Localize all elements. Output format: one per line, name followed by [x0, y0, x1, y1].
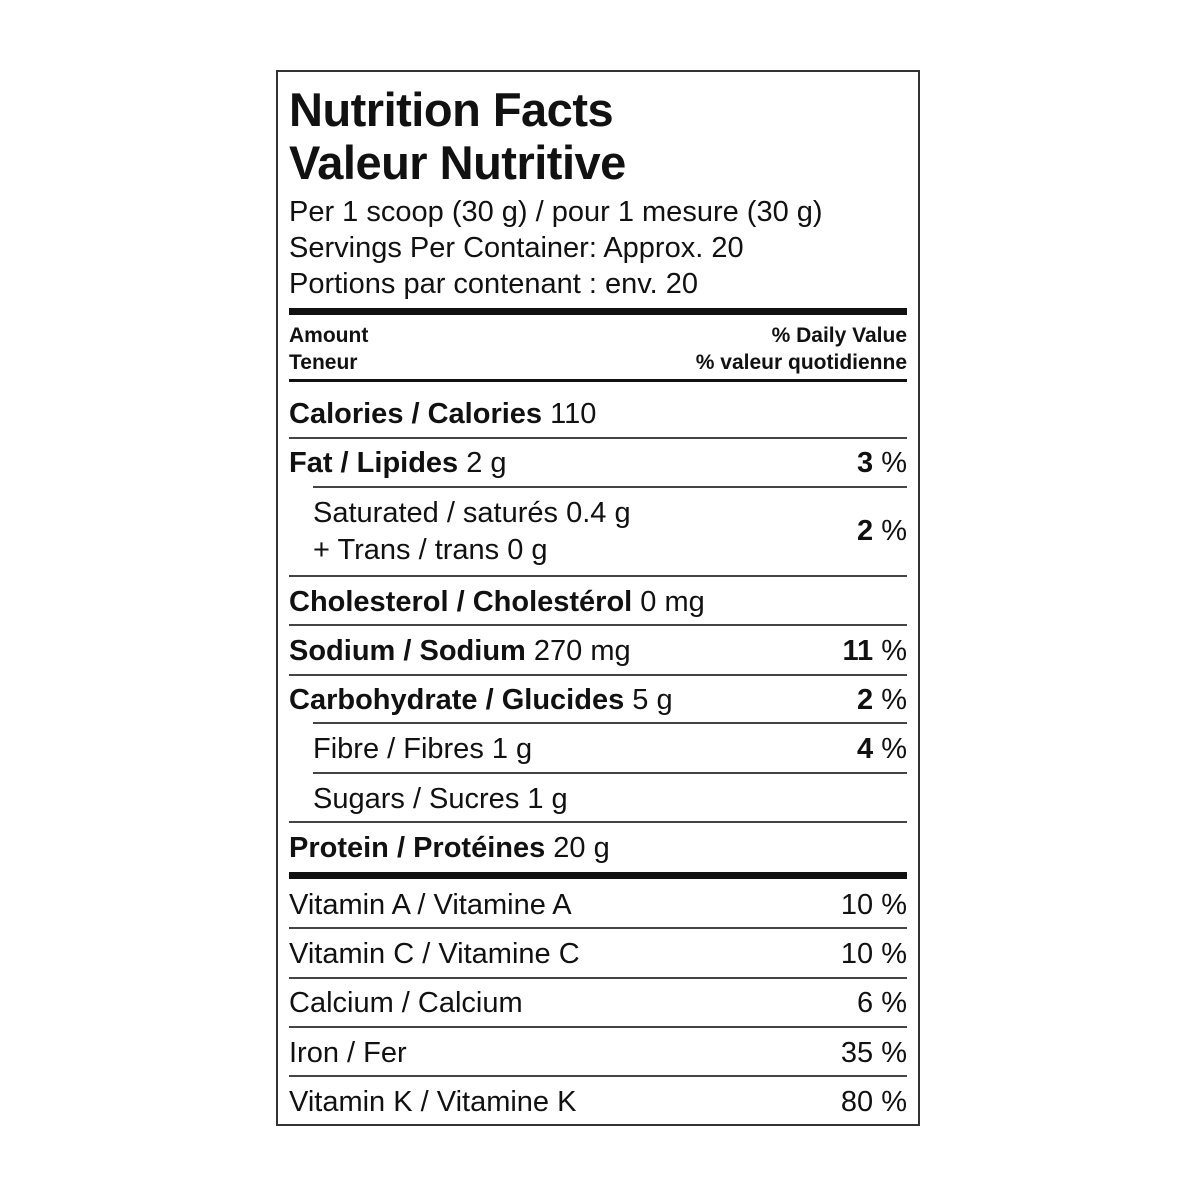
vitamin-row	[289, 989, 907, 1018]
carbohydrate-amount: 5 g	[632, 684, 673, 716]
nutrition-facts-label	[276, 70, 920, 1126]
vitamin-daily-value: 80 %	[840, 1086, 907, 1118]
row-divider	[289, 977, 907, 979]
sugars-row	[313, 785, 907, 814]
vitamin-row	[289, 891, 907, 920]
saturated-line: Saturated / saturés 0.4 g	[313, 497, 631, 529]
servings-per-container-french: Portions par contenant : env. 20	[289, 268, 698, 300]
daily-value-header-english: % Daily Value	[771, 324, 907, 347]
sodium-amount: 270 mg	[533, 635, 631, 667]
calories-value: 110	[550, 398, 597, 430]
fibre-row	[313, 735, 907, 764]
fat-row	[289, 449, 907, 478]
vitamin-row	[289, 1039, 907, 1068]
row-divider	[289, 821, 907, 823]
carbohydrate-dv-percent: %	[881, 684, 907, 716]
vitamin-label: Calcium / Calcium	[289, 987, 523, 1019]
saturated-dv-number: 2	[857, 515, 874, 547]
sodium-row	[289, 637, 907, 666]
vitamin-row	[289, 1088, 907, 1117]
thick-divider-vitamins	[289, 872, 907, 879]
vitamin-label: Vitamin K / Vitamine K	[289, 1086, 577, 1118]
row-divider	[313, 722, 907, 724]
fat-dv-percent: %	[881, 447, 907, 479]
sodium-dv-number: 11	[842, 635, 874, 667]
row-divider	[313, 772, 907, 774]
fibre-daily-value	[857, 735, 907, 764]
sugars-label: Sugars / Sucres 1 g	[313, 783, 568, 815]
vitamin-daily-value: 35 %	[840, 1037, 907, 1069]
protein-amount: 20 g	[553, 832, 610, 864]
fat-daily-value	[857, 449, 907, 478]
fibre-label: Fibre / Fibres 1 g	[313, 733, 533, 765]
row-divider	[289, 1075, 907, 1077]
sodium-daily-value	[842, 637, 907, 666]
row-divider	[289, 437, 907, 439]
fat-dv-number: 3	[857, 447, 874, 479]
title-french: Valeur Nutritive	[289, 136, 626, 189]
vitamin-daily-value: 10 %	[840, 938, 907, 970]
cholesterol-label: Cholesterol / Cholestérol	[289, 586, 633, 618]
vitamin-label: Iron / Fer	[289, 1037, 407, 1069]
protein-label: Protein / Protéines	[289, 832, 546, 864]
vitamin-daily-value: 6 %	[857, 987, 907, 1019]
fat-label: Fat / Lipides	[289, 447, 459, 479]
calories-label: Calories / Calories	[289, 398, 543, 430]
vitamin-label: Vitamin C / Vitamine C	[289, 938, 580, 970]
protein-row	[289, 834, 907, 863]
header-divider	[289, 379, 907, 382]
servings-per-container-english: Servings Per Container: Approx. 20	[289, 232, 744, 264]
vitamin-row	[289, 940, 907, 969]
row-divider	[313, 486, 907, 488]
amount-header-english: Amount	[289, 324, 369, 347]
carbohydrate-row	[289, 686, 907, 715]
sodium-dv-percent: %	[881, 635, 907, 667]
row-divider	[289, 927, 907, 929]
row-divider	[289, 674, 907, 676]
row-divider	[289, 1026, 907, 1028]
daily-value-header-french: % valeur quotidienne	[695, 351, 907, 374]
calories-row	[289, 400, 907, 429]
vitamin-label: Vitamin A / Vitamine A	[289, 889, 572, 921]
saturated-trans-daily-value	[857, 517, 907, 546]
serving-size: Per 1 scoop (30 g) / pour 1 mesure (30 g)	[289, 196, 823, 228]
trans-line: + Trans / trans 0 g	[313, 534, 548, 566]
vitamin-daily-value: 10 %	[840, 889, 907, 921]
sodium-label: Sodium / Sodium	[289, 635, 526, 667]
carbohydrate-dv-number: 2	[857, 684, 874, 716]
row-divider	[289, 624, 907, 626]
amount-header-french: Teneur	[289, 351, 358, 374]
fibre-dv-percent: %	[881, 733, 907, 765]
cholesterol-amount: 0 mg	[640, 586, 705, 618]
row-divider	[289, 575, 907, 577]
saturated-dv-percent: %	[881, 515, 907, 547]
fat-amount: 2 g	[466, 447, 507, 479]
thick-divider-top	[289, 308, 907, 315]
title-english: Nutrition Facts	[289, 83, 614, 136]
carbohydrate-daily-value	[857, 686, 907, 715]
carbohydrate-label: Carbohydrate / Glucides	[289, 684, 625, 716]
cholesterol-row	[289, 588, 907, 617]
fibre-dv-number: 4	[857, 733, 874, 765]
